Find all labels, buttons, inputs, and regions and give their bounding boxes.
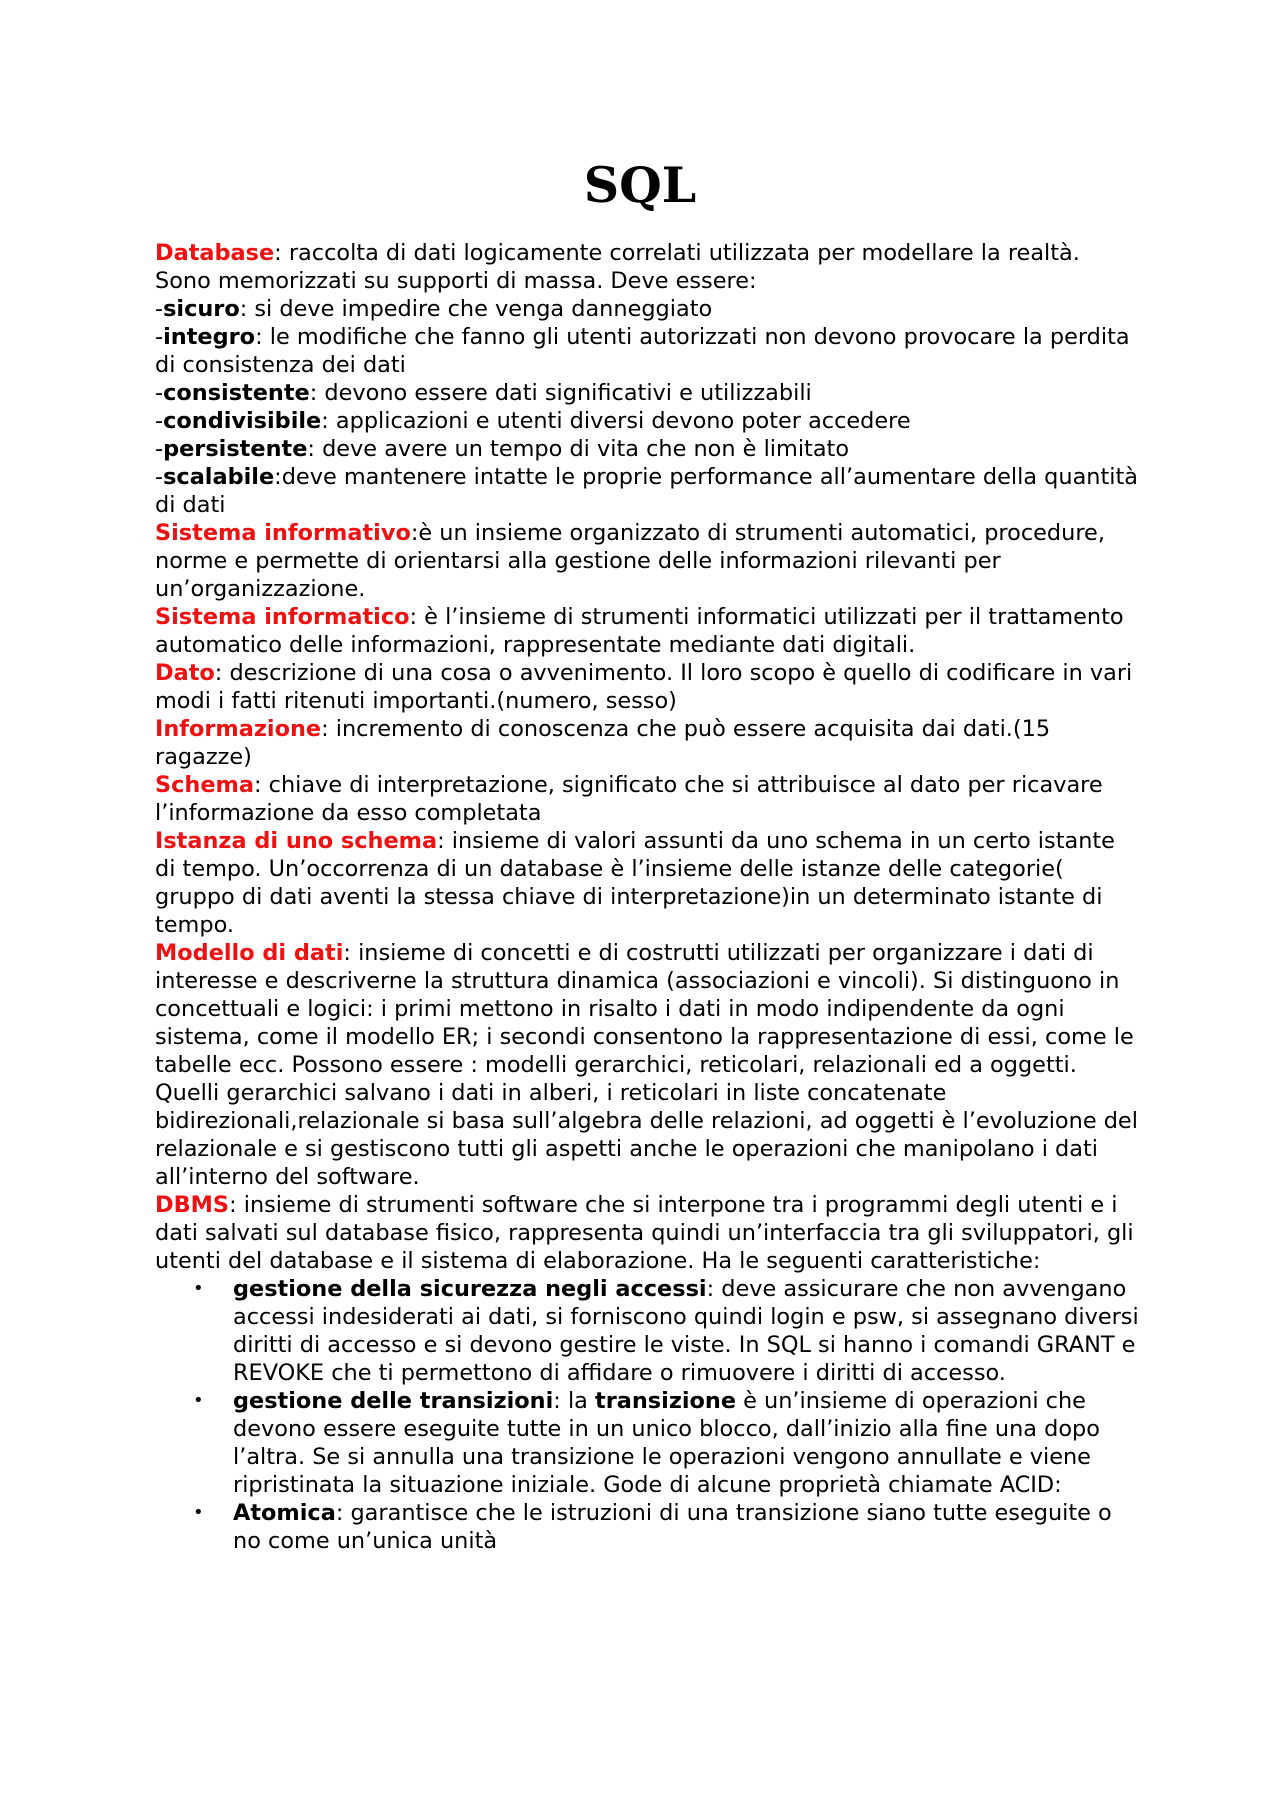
paragraph-database [155, 239, 1140, 295]
property-text: :deve mantenere intatte le proprie performance all’aumentare della quantità di dati [155, 464, 1138, 518]
term-sistema-informativo: Sistema informativo [155, 520, 411, 546]
definition-text: :è un insieme organizzato di strumenti automatici, procedure, norme e permette di orientarsi alla gestione delle informazioni rilevanti per un’organizzazione. [155, 520, 1105, 602]
term-schema: Schema [155, 772, 254, 798]
paragraph-istanza [155, 827, 1140, 939]
definition-text: : incremento di conoscenza che può essere acquisita dai dati.(15 ragazze) [155, 716, 1051, 770]
paragraph-dbms [155, 1191, 1140, 1275]
bullet-text: è un’insieme di operazioni che devono essere eseguite tutte in un unico blocco, dall’inizio alla fine una dopo l’altra. Se si annulla una transizione le operazioni vengono annullate e viene ripristinata la situazione iniziale. Gode di alcune proprietà chiamate ACID: [233, 1388, 1100, 1498]
definition-text: : chiave di interpretazione, significato che si attribuisce al dato per ricavare l’informazione da esso completata [155, 772, 1103, 826]
property-text: : si deve impedire che venga danneggiato [239, 296, 713, 322]
document-body [155, 239, 1140, 1555]
bullet-icon: • [193, 1278, 204, 1299]
definition-text: : descrizione di una cosa o avvenimento. Il loro scopo è quello di codificare in vari modi i fatti ritenuti importanti.(numero, sesso) [155, 660, 1133, 714]
property-scalabile [155, 463, 1140, 519]
definition-text: : raccolta di dati logicamente correlati utilizzata per modellare la realtà. Sono memorizzati su supporti di massa. Deve essere: [155, 240, 1080, 294]
term-sistema-informatico: Sistema informatico [155, 604, 410, 630]
term-informazione: Informazione [155, 716, 322, 742]
paragraph-schema [155, 771, 1140, 827]
property-integro [155, 323, 1140, 379]
dash: - [155, 464, 164, 490]
paragraph-informazione [155, 715, 1140, 771]
property-term: consistente [163, 380, 310, 406]
property-term: integro [163, 324, 256, 350]
definition-text: : insieme di concetti e di costrutti utilizzati per organizzare i dati di interesse e descriverne la struttura dinamica (associazioni e vincoli). Si distinguono in concettuali e logici: i primi mettono in risalto i dati in modo indipendente da ogni sistema, come il modello ER; i secondi consentono la rappresentazione di essi, come le tabelle ecc. Possono essere : modelli gerarchici, reticolari, relazionali ed a oggetti. Quelli gerarchici salvano i dati in alberi, i reticolari in liste concatenate bidirezionali,relazionale si basa sull’algebra delle relazioni, ad oggetti è l’evoluzione del relazionale e si gestiscono tutti gli aspetti anche le operazioni che manipolano i dati all’interno del software. [155, 940, 1138, 1190]
list-item [155, 1275, 1140, 1387]
page-title: SQL [583, 156, 697, 214]
definition-text: : è l’insieme di strumenti informatici utilizzati per il trattamento automatico delle informazioni, rappresentate mediante dati digitali. [155, 604, 1124, 658]
property-sicuro [155, 295, 1140, 323]
term-database: Database [155, 240, 275, 266]
bullet-term: Atomica [233, 1500, 336, 1526]
property-text: : devono essere dati significativi e utilizzabili [309, 380, 812, 406]
property-persistente [155, 435, 1140, 463]
property-condivisibile [155, 407, 1140, 435]
dash: - [155, 408, 164, 434]
bullet-list [155, 1275, 1140, 1555]
property-text: : deve avere un tempo di vita che non è limitato [307, 436, 850, 462]
list-item [155, 1499, 1140, 1555]
bullet-text: : garantisce che le istruzioni di una transizione siano tutte eseguite o no come un’unica unità [233, 1500, 1112, 1554]
dash: - [155, 296, 164, 322]
property-term: condivisibile [163, 408, 322, 434]
term-dbms: DBMS [155, 1192, 230, 1218]
list-item [155, 1387, 1140, 1499]
dash: - [155, 380, 164, 406]
term-istanza: Istanza di uno schema [155, 828, 438, 854]
property-text: : le modifiche che fanno gli utenti autorizzati non devono provocare la perdita di consistenza dei dati [155, 324, 1130, 378]
bullet-text: : deve assicurare che non avvengano accessi indesiderati ai dati, si forniscono quindi login e psw, si assegnano diversi diritti di accesso e si devono gestire le viste. In SQL si hanno i comandi GRANT e REVOKE che ti permettono di affidare o rimuovere i diritti di accesso. [233, 1276, 1139, 1386]
paragraph-dato [155, 659, 1140, 715]
paragraph-sistema-informativo [155, 519, 1140, 603]
paragraph-sistema-informatico [155, 603, 1140, 659]
dash: - [155, 324, 164, 350]
property-consistente [155, 379, 1140, 407]
property-term: persistente [163, 436, 308, 462]
definition-text: : insieme di valori assunti da uno schema in un certo istante di tempo. Un’occorrenza di un database è l’insieme delle istanze delle categorie( gruppo di dati aventi la stessa chiave di interpretazione)in un determinato istante di tempo. [155, 828, 1115, 938]
bullet-icon: • [193, 1502, 204, 1523]
property-text: : applicazioni e utenti diversi devono poter accedere [321, 408, 911, 434]
bullet-term: gestione della sicurezza negli accessi [233, 1276, 707, 1302]
paragraph-modello-di-dati [155, 939, 1140, 1191]
bullet-icon: • [193, 1390, 204, 1411]
term-modello-di-dati: Modello di dati [155, 940, 344, 966]
bullet-term-secondary: transizione [595, 1388, 737, 1414]
dash: - [155, 436, 164, 462]
term-dato: Dato [155, 660, 215, 686]
property-term: scalabile [163, 464, 275, 490]
property-term: sicuro [163, 296, 240, 322]
definition-text: : insieme di strumenti software che si interpone tra i programmi degli utenti e i dati salvati sul database fisico, rappresenta quindi un’interfaccia tra gli sviluppatori, gli utenti del database e il sistema di elaborazione. Ha le seguenti caratteristiche: [155, 1192, 1134, 1274]
bullet-term: gestione delle transizioni [233, 1388, 554, 1414]
bullet-text: : la [553, 1388, 596, 1414]
